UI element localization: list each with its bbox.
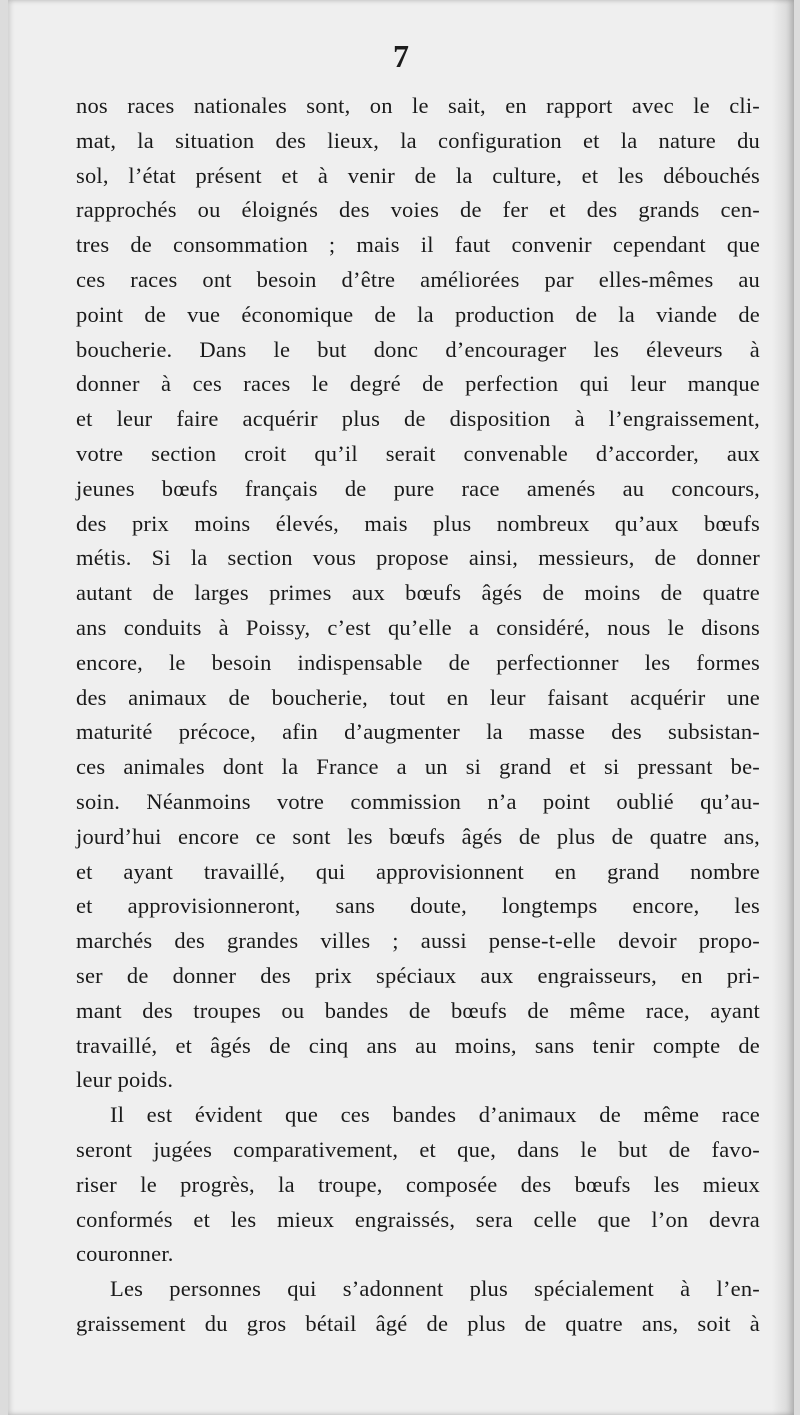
paragraph-2: [76, 1098, 760, 1272]
body-text: [76, 89, 760, 1342]
text-line: travaillé, et âgés de cinq ans au moins, sans tenir compte de: [76, 1032, 760, 1058]
text-line: jeunes bœufs français de pure race amenés au concours,: [76, 475, 760, 501]
text-line: et ayant travaillé, qui approvisionnent en grand nombre: [76, 858, 760, 884]
text-line: tres de consommation ; mais il faut convenir cependant que: [76, 232, 760, 258]
text-line: autant de larges primes aux bœufs âgés de moins de quatre: [76, 580, 760, 606]
text-line: ces races ont besoin d’être améliorées par elles-mêmes au: [76, 266, 760, 292]
text-line: soin. Néanmoins votre commission n’a point oublié qu’au-: [76, 788, 760, 814]
page-number: 7: [393, 38, 409, 74]
text-line: leur poids.: [76, 1067, 174, 1093]
text-line: encore, le besoin indispensable de perfectionner les formes: [76, 649, 760, 675]
text-line: Les personnes qui s’adonnent plus spécialement à l’en-: [110, 1276, 760, 1302]
text-line: votre section croit qu’il serait convenable d’accorder, aux: [76, 440, 760, 466]
text-line: donner à ces races le degré de perfection qui leur manque: [76, 371, 760, 397]
text-line: mant des troupes ou bandes de bœufs de même race, ayant: [76, 997, 760, 1023]
text-line: et leur faire acquérir plus de disposition à l’engraissement,: [76, 406, 760, 432]
page-edge-shadow: [772, 0, 794, 1415]
text-line: mat, la situation des lieux, la configuration et la nature du: [76, 127, 760, 153]
text-line: conformés et les mieux engraissés, sera celle que l’on devra: [76, 1206, 760, 1232]
text-line: point de vue économique de la production de la viande de: [76, 301, 760, 327]
text-line: ser de donner des prix spéciaux aux engraisseurs, en pri-: [76, 962, 760, 988]
text-line: riser le progrès, la troupe, composée des bœufs les mieux: [76, 1171, 760, 1197]
text-line: boucherie. Dans le but donc d’encourager les éleveurs à: [76, 336, 760, 362]
text-line: des animaux de boucherie, tout en leur faisant acquérir une: [76, 684, 760, 710]
text-line: seront jugées comparativement, et que, dans le but de favo-: [76, 1136, 760, 1162]
paragraph-1: [76, 89, 760, 1098]
text-line: marchés des grandes villes ; aussi pense-t-elle devoir propo-: [76, 928, 760, 954]
text-line: rapprochés ou éloignés des voies de fer et des grands cen-: [76, 197, 760, 223]
text-line: ces animales dont la France a un si grand et si pressant be-: [76, 754, 760, 780]
text-line: métis. Si la section vous propose ainsi, messieurs, de donner: [76, 545, 760, 571]
text-line: ans conduits à Poissy, c’est qu’elle a considéré, nous le disons: [76, 614, 760, 640]
text-line: nos races nationales sont, on le sait, en rapport avec le cli-: [76, 93, 760, 118]
text-line: des prix moins élevés, mais plus nombreux qu’aux bœufs: [76, 510, 760, 536]
text-line: et approvisionneront, sans doute, longtemps encore, les: [76, 893, 760, 919]
text-line: maturité précoce, afin d’augmenter la masse des subsistan-: [76, 719, 760, 745]
text-line: sol, l’état présent et à venir de la culture, et les débouchés: [76, 162, 760, 188]
paragraph-3: [76, 1272, 760, 1342]
text-line: Il est évident que ces bandes d’animaux de même race: [110, 1102, 760, 1128]
text-line: couronner.: [76, 1241, 174, 1267]
document-page: [8, 0, 794, 1415]
text-line: jourd’hui encore ce sont les bœufs âgés de plus de quatre ans,: [76, 823, 760, 849]
text-line: graissement du gros bétail âgé de plus de quatre ans, soit à: [76, 1310, 760, 1336]
